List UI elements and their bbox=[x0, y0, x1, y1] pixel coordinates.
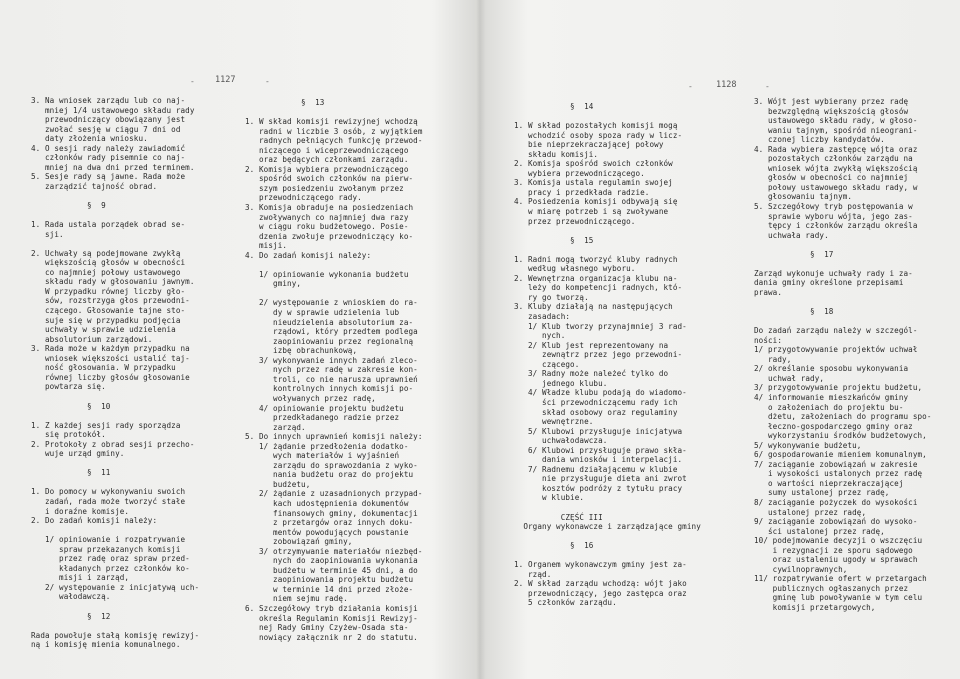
page-left-dash-right: - bbox=[265, 77, 270, 86]
text-line: nych przez radę w zakresie kon- bbox=[245, 365, 418, 375]
text-line: 8/ zaciąganie pożyczek do wysokości bbox=[754, 497, 918, 507]
text-line: 2/ Klub jest reprezentowany na bbox=[514, 340, 669, 350]
text-line: równej liczby głosów głosowanie bbox=[31, 372, 190, 382]
text-line: ści ustalonej przez radę, bbox=[754, 526, 885, 536]
text-line: 3. Komisja ustala regulamin swojej bbox=[514, 178, 673, 188]
text-line bbox=[754, 317, 932, 327]
text-line: czącego. Głosowanie tajne sto- bbox=[31, 306, 186, 316]
text-line: 9/ zaciąganie zobowiązań do wysoko- bbox=[754, 517, 918, 527]
text-line: 2. Do zadań komisji należy: bbox=[31, 516, 158, 526]
text-line: wniosek większości ustalić taj- bbox=[31, 353, 190, 363]
right-page-column-1 bbox=[514, 102, 701, 608]
text-line: 3. Komisja obraduje na posiedzeniach bbox=[245, 203, 414, 213]
text-line: 5/ Klubowi przysługuje inicjatywa bbox=[514, 426, 683, 436]
text-line bbox=[31, 411, 199, 421]
text-line: 7/ Radnemu działającemu w klubie bbox=[514, 464, 678, 474]
text-line: członków rady pisemnie co naj- bbox=[31, 153, 186, 163]
text-line: 1/ Klub tworzy przynajmniej 3 rad- bbox=[514, 321, 687, 331]
text-line: spraw przekazanych komisji bbox=[31, 544, 181, 554]
text-line: absolutorium zarządowi. bbox=[31, 334, 153, 344]
text-line: wałodawczą. bbox=[31, 592, 111, 602]
text-line: wewnętrzne. bbox=[514, 417, 594, 427]
left-page-column-2 bbox=[245, 98, 423, 642]
text-line bbox=[514, 112, 701, 122]
text-line: dania wniosków i interpelacji. bbox=[514, 455, 683, 465]
text-line: 6/ gospodarowanie mieniem komunalnym, bbox=[754, 450, 927, 460]
text-line: nych do zaopiniowania wykonania bbox=[245, 556, 418, 566]
text-line: § 13 bbox=[245, 98, 325, 107]
text-line: kosztów podróży z tytułu pracy bbox=[514, 483, 683, 493]
text-line: § 10 bbox=[31, 401, 111, 411]
text-line: 5. Sesje rady są jawne. Rada może bbox=[31, 172, 186, 182]
text-line: 7/ zaciąganie zobowiązań w zakresie bbox=[754, 459, 918, 469]
text-line: mniej 1/4 ustawowego składu rady bbox=[31, 105, 195, 115]
text-line: radnych pełniących funkcję przewod- bbox=[245, 136, 423, 146]
page-right-dash-left: - bbox=[688, 82, 693, 91]
text-line: i doraźne komisje. bbox=[31, 506, 130, 516]
text-line: nowiący załącznik nr 2 do statutu. bbox=[245, 632, 418, 642]
text-line: sów, rozstrzyga głos przewodni- bbox=[31, 296, 190, 306]
text-line: 4/ opiniowanie projektu budżetu bbox=[245, 403, 404, 413]
text-line: ności: bbox=[754, 335, 783, 345]
text-line: się protokół. bbox=[31, 430, 106, 440]
text-line: przewodniczący obowiązany jest bbox=[31, 115, 186, 125]
text-line: 1/ żądanie przedłożenia dodatko- bbox=[245, 441, 409, 451]
text-line: misji i zarząd, bbox=[31, 573, 130, 583]
text-line: zadań, rada może tworzyć stałe bbox=[31, 496, 186, 506]
text-line: wykorzystaniu środków budżetowych, bbox=[754, 431, 927, 441]
text-line: 5/ wykonywanie budżetu, bbox=[754, 440, 862, 450]
text-line bbox=[754, 297, 932, 307]
text-line bbox=[514, 551, 701, 561]
text-line: sprawie wyboru wójta, jego zas- bbox=[754, 211, 913, 221]
text-line: większością głosów w obecności bbox=[31, 258, 186, 268]
text-line: waniu tajnym, spośród nieograni- bbox=[754, 125, 918, 135]
text-line: 1. Radni mogą tworzyć kluby radnych bbox=[514, 254, 678, 264]
text-line: kontrolnych innych komisji po- bbox=[245, 384, 414, 394]
text-line: o wartości nieprzekraczającej bbox=[754, 478, 904, 488]
text-line: określa Regulamin Komisji Rewizyj- bbox=[245, 613, 418, 623]
text-line: 3. Kluby działają na następujących bbox=[514, 302, 673, 312]
text-line: § 17 bbox=[754, 249, 834, 259]
text-line: § 15 bbox=[514, 235, 594, 245]
text-line: § 16 bbox=[514, 541, 594, 551]
text-line: ność głosowania. W przypadku bbox=[31, 363, 176, 373]
text-line: i rezygnacji ze sporu sądowego bbox=[754, 545, 913, 555]
text-line bbox=[31, 239, 199, 249]
text-line: uchwał rady, bbox=[754, 373, 825, 383]
text-line: wuje urząd gminy. bbox=[31, 449, 125, 459]
text-line: sji. bbox=[31, 229, 64, 239]
text-line: zarządzić tajność obrad. bbox=[31, 181, 158, 191]
text-line: 10/ podejmowanie decyzji o wszczęciu bbox=[754, 536, 923, 546]
text-line: 11/ rozpatrywanie ofert w przetargach bbox=[754, 574, 927, 584]
text-line: 1. Organem wykonawczym gminy jest za- bbox=[514, 560, 687, 570]
text-line: zasadach: bbox=[514, 312, 571, 322]
text-line: finansowych gminy, dokumentacji bbox=[245, 508, 418, 518]
text-line: 3. Na wniosek zarządu lub co naj- bbox=[31, 96, 186, 105]
left-page-column-1 bbox=[31, 96, 199, 650]
text-line: przewodniczący, jego zastępca oraz bbox=[514, 588, 687, 598]
text-line bbox=[514, 226, 701, 236]
text-line: w terminie 14 dni przed złoże- bbox=[245, 584, 414, 594]
text-line: Zarząd wykonuje uchwały rady i za- bbox=[754, 268, 913, 278]
text-line: głosów w obecności co najmniej bbox=[754, 173, 909, 183]
text-line: jednego klubu. bbox=[514, 378, 608, 388]
text-line: ry go tworzą. bbox=[514, 292, 589, 302]
text-line bbox=[31, 602, 199, 612]
text-line: zwoływanych co najmniej dwa razy bbox=[245, 212, 409, 222]
text-line: CZĘŚĆ III bbox=[514, 512, 603, 522]
text-line bbox=[514, 245, 701, 255]
text-line: oraz ustaleniu ugody w sprawach bbox=[754, 555, 918, 565]
text-line: dżetu, założeniach do programu spo- bbox=[754, 412, 932, 422]
text-line: pozostałych członków zarządu na bbox=[754, 154, 913, 164]
text-line: gminę lub powoływanie w tym celu bbox=[754, 593, 923, 603]
text-line: zewnątrz przez jego przewodni- bbox=[514, 350, 683, 360]
text-line: 3. Wójt jest wybierany przez radę bbox=[754, 97, 909, 106]
text-line: pracy i przedkłada radzie. bbox=[514, 187, 650, 197]
text-line: § 14 bbox=[514, 102, 594, 111]
text-line: 4/ Władze klubu podają do wiadomo- bbox=[514, 388, 687, 398]
text-line: uchwałodawcza. bbox=[514, 436, 608, 446]
text-line: w klubie. bbox=[514, 493, 585, 503]
text-line: składu rady w głosowaniu jawnym. bbox=[31, 277, 195, 287]
text-line: bie nieprzekraczającej połowy bbox=[514, 140, 664, 150]
text-line: 3/ wykonywanie innych zadań zleco- bbox=[245, 355, 418, 365]
text-line: nych. bbox=[514, 331, 566, 341]
text-line: 2/ występowanie z inicjatywą uch- bbox=[31, 582, 200, 592]
text-line: 5. Do innych uprawnień komisji należy: bbox=[245, 432, 423, 442]
text-line: w miarę potrzeb i są zwoływane bbox=[514, 207, 669, 217]
text-line: dy w sprawie udzielenia lub bbox=[245, 308, 400, 318]
text-line: 1. W skład pozostałych komisji mogą bbox=[514, 121, 678, 131]
page-right-dash-right: - bbox=[765, 82, 770, 91]
text-line: leży do kompetencji radnych, któ- bbox=[514, 283, 683, 293]
page-number-right: 1128 bbox=[716, 80, 737, 90]
text-line: według własnego wyboru. bbox=[514, 264, 636, 274]
text-line: ści przewodniczącemu rady ich bbox=[514, 397, 678, 407]
text-line: łeczno-gospodarczego gminy oraz bbox=[754, 421, 913, 431]
text-line: uchwały w sprawie udzielenia bbox=[31, 325, 176, 335]
text-line: bezwzględną większością głosów bbox=[754, 106, 909, 116]
text-line: przedkładanego radzie przez bbox=[245, 413, 400, 423]
text-line: 2. Komisja spośród swoich członków bbox=[514, 159, 673, 169]
text-line: nieudzielenia absolutorium za- bbox=[245, 317, 414, 327]
text-line: budżetu, bbox=[245, 479, 311, 489]
text-line bbox=[245, 108, 423, 118]
text-line: skład osobowy oraz regulaminy bbox=[514, 407, 678, 417]
text-line bbox=[31, 211, 199, 221]
text-line: zaopiniowaniu przez regionalną bbox=[245, 336, 414, 346]
text-line bbox=[245, 289, 423, 299]
text-line: budżetu w terminie 45 dni, a do bbox=[245, 565, 418, 575]
text-line: § 18 bbox=[754, 307, 834, 317]
text-line: uchwała rady. bbox=[754, 230, 829, 240]
text-line: kładanych przez członków ko- bbox=[31, 563, 190, 573]
text-line: kach udostępnienia dokumentów bbox=[245, 498, 409, 508]
text-line: 1. Do pomocy w wykonywaniu swoich bbox=[31, 487, 186, 497]
text-line: 2. Wewnętrzna organizacja klubu na- bbox=[514, 273, 678, 283]
text-line: § 9 bbox=[31, 201, 106, 211]
text-line bbox=[31, 459, 199, 469]
text-line: sumy ustalonej przez radę, bbox=[754, 488, 890, 498]
text-line: 2/ żądanie z uzasadnionych przypad- bbox=[245, 489, 423, 499]
text-line: 6/ Klubowi przysługuje prawo skła- bbox=[514, 445, 687, 455]
text-line: 2/ występowanie z wnioskiem do ra- bbox=[245, 298, 418, 308]
text-line: w ciągu roku budżetowego. Posie- bbox=[245, 222, 409, 232]
text-line: publicznych ogłaszanych przez bbox=[754, 583, 909, 593]
text-line bbox=[514, 532, 701, 542]
text-line bbox=[31, 526, 199, 536]
text-line: 1. W skład komisji rewizyjnej wchodzą bbox=[245, 117, 418, 127]
text-line bbox=[31, 392, 199, 402]
text-line: i wysokości ustalonych przez radę bbox=[754, 469, 923, 479]
text-line: zarządu do sprawozdania z wyko- bbox=[245, 460, 418, 470]
text-line: mentów powodujących powstanie bbox=[245, 527, 409, 537]
text-line: niem sejmu radę. bbox=[245, 594, 348, 604]
text-line: Do zadań zarządu należy w szczegól- bbox=[754, 326, 918, 336]
text-line: woływanych przez radę, bbox=[245, 393, 376, 403]
text-line: powtarza się. bbox=[31, 382, 106, 392]
text-line: 6. Szczegółowy tryb działania komisji bbox=[245, 603, 418, 613]
text-line: przez przewodniczącego. bbox=[514, 216, 636, 226]
text-line: przez radę oraz spraw przed- bbox=[31, 554, 190, 564]
text-line: rady, bbox=[754, 354, 792, 364]
text-line: 5 członków zarządu. bbox=[514, 598, 617, 608]
text-line: 4. Rada wybiera zastępcę wójta oraz bbox=[754, 144, 918, 154]
text-line: wniosek wójta zwykłą większością bbox=[754, 163, 918, 173]
text-line: 4/ informowanie mieszkańców gminy bbox=[754, 392, 909, 402]
text-line: czącego. bbox=[514, 359, 580, 369]
text-line: komisji przetargowych, bbox=[754, 602, 876, 612]
text-line: nania budżetu oraz do projektu bbox=[245, 470, 414, 480]
text-line: ustalonej przez radę, bbox=[754, 507, 867, 517]
text-line: cywilnoprawnych, bbox=[754, 564, 848, 574]
text-line: dania gminy określone przepisami bbox=[754, 278, 904, 288]
text-line: 2. Protokoły z obrad sesji przecho- bbox=[31, 439, 195, 449]
text-line: rząd. bbox=[514, 569, 552, 579]
text-line: tępcy i członków zarządu określa bbox=[754, 221, 918, 231]
text-line bbox=[514, 503, 701, 513]
text-line: przewodniczącego rady. bbox=[245, 193, 362, 203]
text-line: 2. Komisja wybiera przewodniczącego bbox=[245, 164, 409, 174]
text-line: mniej na dwa dni przed terminem. bbox=[31, 162, 195, 172]
text-line: wybiera przewodniczącego. bbox=[514, 168, 645, 178]
text-line: prawa. bbox=[754, 287, 783, 297]
text-line: oraz będących członkami zarządu. bbox=[245, 155, 409, 165]
text-line: 2/ określanie sposobu wykonywania bbox=[754, 364, 909, 374]
text-line: dzenia zwołuje przewodniczący ko- bbox=[245, 231, 414, 241]
text-line: co najmniej połowy ustawowego bbox=[31, 267, 181, 277]
text-line: suje się w przypadku podjęcia bbox=[31, 315, 181, 325]
text-line: zwołać sesję w ciągu 7 dni od bbox=[31, 124, 181, 134]
text-line: 4. O sesji rady należy zawiadomić bbox=[31, 143, 186, 153]
text-line: § 11 bbox=[31, 468, 111, 478]
text-line: 2. W skład zarządu wchodzą: wójt jako bbox=[514, 579, 687, 589]
text-line: § 12 bbox=[31, 611, 111, 621]
text-line: izbę obrachunkową, bbox=[245, 346, 358, 356]
text-line: wych materiałów i wyjaśnień bbox=[245, 451, 400, 461]
text-line: radni w liczbie 3 osób, z wyjątkiem bbox=[245, 126, 423, 136]
page-number-left: 1127 bbox=[215, 75, 236, 85]
text-line: ną i komisję mienia komunalnego. bbox=[31, 640, 181, 650]
text-line: misji. bbox=[245, 241, 288, 251]
text-line: 3/ Radny może należeć tylko do bbox=[514, 369, 669, 379]
text-line: Rada powołuje stałą komisję rewizyj- bbox=[31, 630, 200, 640]
text-line: składu komisji. bbox=[514, 149, 599, 159]
text-line: szym posiedzeniu zwołanym przez bbox=[245, 183, 404, 193]
text-line: 5. Szczegółowy tryb postępowania w bbox=[754, 202, 913, 212]
text-line: 2. Uchwały są podejmowane zwykłą bbox=[31, 248, 181, 258]
text-line: gminy, bbox=[245, 279, 302, 289]
text-line: 3. Rada może w każdym przypadku na bbox=[31, 344, 190, 354]
text-line: rządowi, który przedtem podlega bbox=[245, 327, 418, 337]
text-line bbox=[31, 191, 199, 201]
text-line: daty złożenia wniosku. bbox=[31, 134, 148, 144]
text-line: głosowaniu tajnym. bbox=[754, 192, 853, 202]
text-line: 4. Do zadań komisji należy: bbox=[245, 250, 372, 260]
text-line: ustawowego składu rady, w głoso- bbox=[754, 116, 918, 126]
text-line: Organy wykonawcze i zarządzające gminy bbox=[514, 522, 701, 532]
text-line: spośród swoich członków na pierw- bbox=[245, 174, 414, 184]
text-line: 3/ otrzymywanie materiałów niezbęd- bbox=[245, 546, 423, 556]
text-line: 4. Posiedzenia komisji odbywają się bbox=[514, 197, 678, 207]
text-line: niczącego i wiceprzewodniczącego bbox=[245, 145, 409, 155]
text-line: o założeniach do projektu bu- bbox=[754, 402, 904, 412]
text-line: zaopiniowania projektu budżetu bbox=[245, 575, 414, 585]
text-line: 1/ opiniowanie i rozpatrywanie bbox=[31, 535, 186, 545]
text-line bbox=[245, 260, 423, 270]
text-line: 1. Rada ustala porządek obrad se- bbox=[31, 220, 186, 230]
text-line: wchodzić osoby spoza rady w licz- bbox=[514, 130, 683, 140]
text-line: 3/ przygotowywanie projektu budżetu, bbox=[754, 383, 923, 393]
text-line: nie przysługuje dieta ani zwrot bbox=[514, 474, 687, 484]
text-line: zobowiązań gminy, bbox=[245, 537, 353, 547]
text-line bbox=[754, 240, 932, 250]
text-line bbox=[31, 621, 199, 631]
text-line: zarząd. bbox=[245, 422, 306, 432]
text-line: 1. Z każdej sesji rady sporządza bbox=[31, 420, 181, 430]
text-line: połowy ustawowego składu rady, w bbox=[754, 182, 918, 192]
text-line: czonej liczby kandydatów. bbox=[754, 135, 885, 145]
page-left-dash-left: - bbox=[190, 77, 195, 86]
text-line bbox=[754, 259, 932, 269]
text-line bbox=[31, 478, 199, 488]
right-page-column-2 bbox=[754, 97, 932, 613]
text-line: 1/ przygotowywanie projektów uchwał bbox=[754, 345, 918, 355]
text-line: troli, co nie narusza uprawnień bbox=[245, 374, 418, 384]
text-line: 1/ opiniowanie wykonania budżetu bbox=[245, 269, 409, 279]
text-line: W przypadku równej liczby gło- bbox=[31, 286, 186, 296]
text-line: z przetargów oraz innych doku- bbox=[245, 518, 414, 528]
text-line: nej Rady Gminy Czyżew-Osada sta- bbox=[245, 623, 409, 633]
